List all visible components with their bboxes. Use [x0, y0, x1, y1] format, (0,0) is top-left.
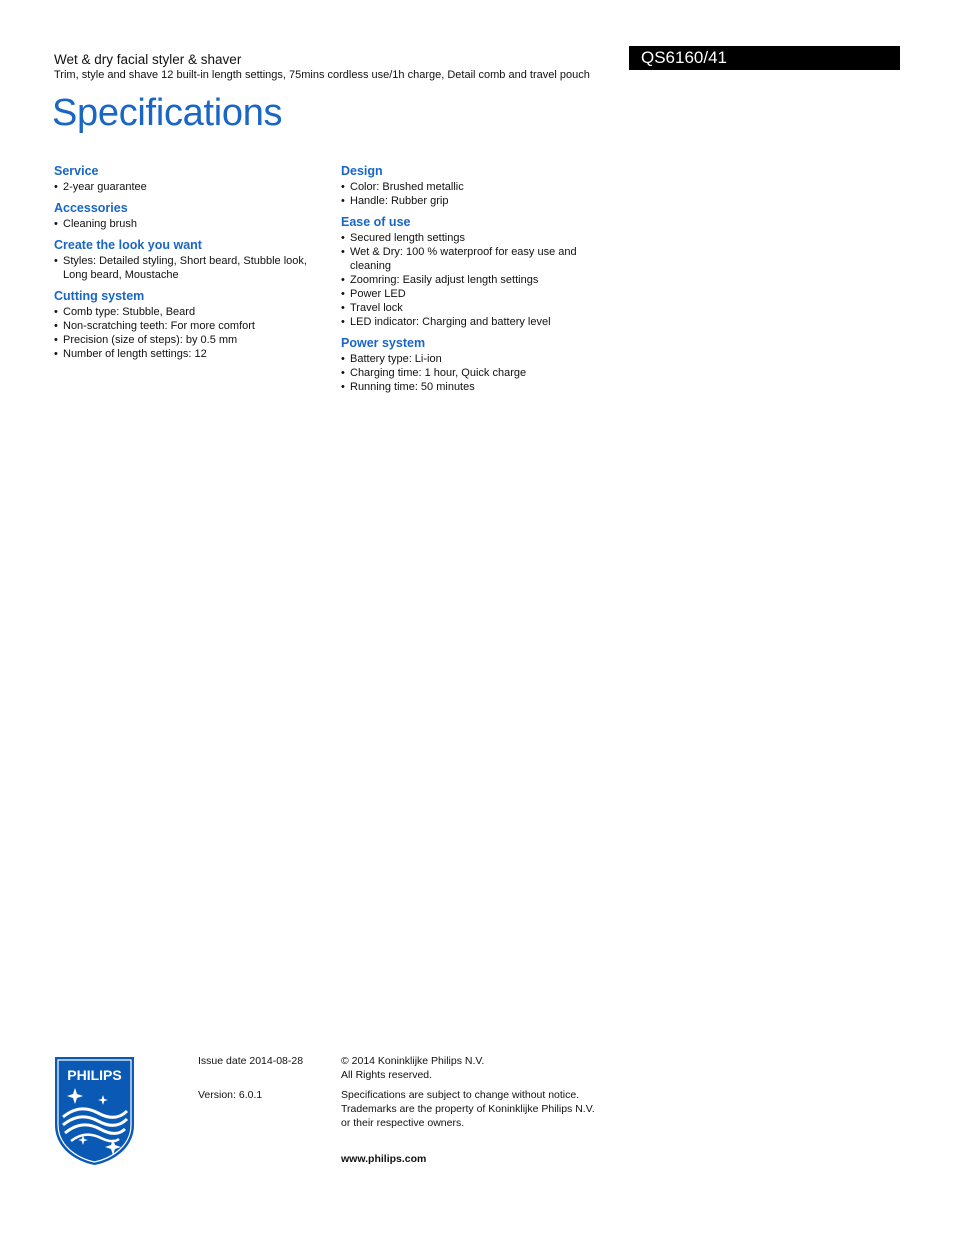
- spec-item: • Styles: Detailed styling, Short beard, Stubble look, Long beard, Moustache: [54, 254, 324, 282]
- notice-line: Specifications are subject to change without notice.: [341, 1089, 580, 1101]
- spec-section-heading: Power system: [341, 336, 426, 350]
- spec-item: • Travel lock: [341, 301, 611, 315]
- spec-item-list: [341, 352, 611, 394]
- spec-item: • Cleaning brush: [54, 217, 324, 231]
- spec-section-heading: Service: [54, 164, 99, 178]
- notice-line: Trademarks are the property of Koninklijke Philips N.V.: [341, 1103, 595, 1115]
- rights-line: All Rights reserved.: [341, 1069, 433, 1081]
- version-number: Version: 6.0.1: [198, 1089, 263, 1101]
- spec-section-heading: Ease of use: [341, 215, 411, 229]
- spec-item: • Color: Brushed metallic: [341, 180, 611, 194]
- spec-section: [54, 238, 324, 282]
- logo-wordmark: PHILIPS: [67, 1067, 122, 1083]
- legal-notice: [341, 1088, 641, 1130]
- copyright-notice: [341, 1054, 484, 1082]
- spec-section: [341, 164, 611, 208]
- spec-item-list: [54, 305, 324, 361]
- spec-section-heading: Create the look you want: [54, 238, 202, 252]
- spec-section: [54, 201, 324, 231]
- spec-item: • Number of length settings: 12: [54, 347, 324, 361]
- product-title: Wet & dry facial styler & shaver: [54, 52, 242, 67]
- specs-right-column: [341, 164, 611, 401]
- spec-item: • Wet & Dry: 100 % waterproof for easy use and cleaning: [341, 245, 611, 273]
- spec-item: • Secured length settings: [341, 231, 611, 245]
- model-number-badge: QS6160/41: [629, 46, 900, 70]
- spec-item: • 2-year guarantee: [54, 180, 324, 194]
- product-description: Trim, style and shave 12 built-in length settings, 75mins cordless use/1h charge, Detail comb and travel pouch: [54, 69, 590, 81]
- spec-item: • Charging time: 1 hour, Quick charge: [341, 366, 611, 380]
- spec-item: • Zoomring: Easily adjust length settings: [341, 273, 611, 287]
- spec-item: • Non-scratching teeth: For more comfort: [54, 319, 324, 333]
- spec-item-list: [341, 180, 611, 208]
- spec-section: [54, 164, 324, 194]
- spec-section: [341, 336, 611, 394]
- spec-section-heading: Cutting system: [54, 289, 145, 303]
- spec-item: • LED indicator: Charging and battery level: [341, 315, 611, 329]
- notice-line: or their respective owners.: [341, 1117, 465, 1129]
- spec-section: [341, 215, 611, 329]
- website-link[interactable]: www.philips.com: [341, 1153, 427, 1165]
- specs-left-column: [54, 164, 324, 368]
- spec-item: • Power LED: [341, 287, 611, 301]
- issue-date: Issue date 2014-08-28: [198, 1055, 304, 1067]
- philips-shield-logo: [53, 1055, 136, 1167]
- spec-section: [54, 289, 324, 361]
- spec-item-list: [54, 180, 324, 194]
- spec-item-list: [341, 231, 611, 329]
- spec-section-heading: Design: [341, 164, 383, 178]
- spec-item: • Handle: Rubber grip: [341, 194, 611, 208]
- spec-item: • Comb type: Stubble, Beard: [54, 305, 324, 319]
- spec-item-list: [54, 254, 324, 282]
- copyright-line: © 2014 Koninklijke Philips N.V.: [341, 1055, 485, 1067]
- spec-item: • Battery type: Li-ion: [341, 352, 611, 366]
- page-title: Specifications: [52, 92, 283, 134]
- spec-section-heading: Accessories: [54, 201, 128, 215]
- spec-item-list: [54, 217, 324, 231]
- spec-item: • Precision (size of steps): by 0.5 mm: [54, 333, 324, 347]
- spec-item: • Running time: 50 minutes: [341, 380, 611, 394]
